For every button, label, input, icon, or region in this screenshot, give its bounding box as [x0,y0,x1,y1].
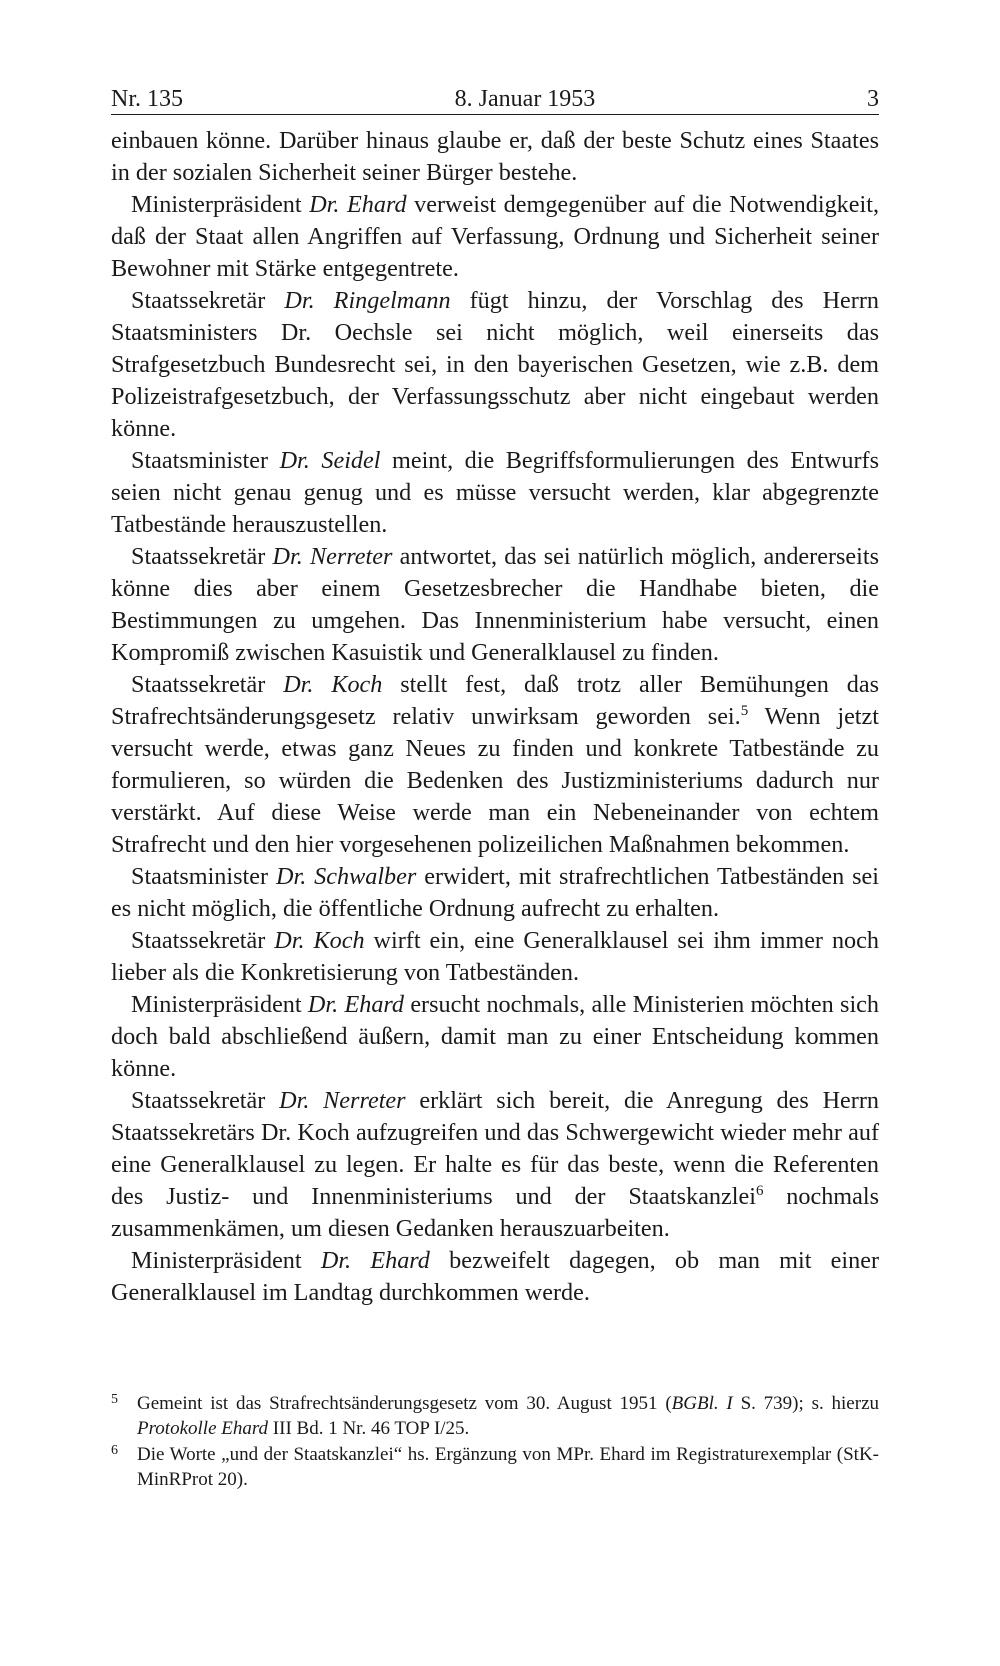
speaker-name: Dr. Seidel [279,447,381,474]
paragraph: Staatsminister Dr. Schwalber erwidert, mit strafrechtlichen Tatbeständen sei es nicht möglich, die öffentliche Ordnung aufrecht zu erhalten. [111,863,880,922]
page-number: 3 [867,86,879,112]
footnote-number: 6 [111,1443,118,1458]
footnotes [111,1391,879,1492]
footnote [111,1442,879,1492]
paragraph: Ministerpräsident Dr. Ehard bezweifelt dagegen, ob man mit einer Generalklausel im Landtag durchkommen werde. [111,1247,880,1306]
document-number: Nr. 135 [111,86,183,112]
speaker-name: Dr. Koch [283,671,383,698]
footnote-reference[interactable]: 5 [740,703,749,719]
speaker-name: Dr. Schwalber [276,863,417,890]
paragraph: Staatssekretär Dr. Ringelmann fügt hinzu, der Vorschlag des Herrn Staatsministers Dr. Oechsle sei nicht möglich, weil einerseits das Strafgesetzbuch Bundesrecht sei, in den bayerischen Gesetzen, wie z.B. dem Polizeistrafgesetzbuch, der Verfassungsschutz aber nicht eingebaut werden könne. [111,287,879,442]
paragraph: Staatssekretär Dr. Nerreter erklärt sich bereit, die Anregung des Herrn Staatssekretärs Dr. Koch aufzugreifen und das Schwergewicht wieder mehr auf eine Generalklausel zu legen. Er halte es für das beste, wenn die Referenten des Justiz- und Innenministeriums und der Staatskanzlei$^6$ nochmals zusammenkämen, um diesen Gedanken herauszuarbeiten. [111,1087,879,1242]
footnote-reference[interactable]: 6 [755,1183,764,1199]
footnote-text: Gemeint ist das Strafrechtsänderungsgesetz vom 30. August 1951 (BGBl. I S. 739); s. hierzu Protokolle Ehard III Bd. 1 Nr. 46 TOP I/25. [137,1393,880,1439]
document-date: 8. Januar 1953 [454,86,596,112]
footnote-number: 5 [111,1392,118,1407]
running-header [111,80,879,115]
protocol-body [111,125,879,1309]
paragraph: einbauen könne. Darüber hinaus glaube er, daß der beste Schutz eines Staates in der sozialen Sicherheit seiner Bürger bestehe. [111,127,879,186]
paragraph: Ministerpräsident Dr. Ehard verweist demgegenüber auf die Notwendigkeit, daß der Staat allen Angriffen auf Verfassung, Ordnung und Sicherheit seiner Bewohner mit Stärke entgegentrete. [111,191,879,282]
speaker-name: Dr. Nerreter [279,1087,406,1114]
speaker-name: Dr. Ehard [320,1247,430,1274]
paragraph: Staatssekretär Dr. Nerreter antwortet, das sei natürlich möglich, andererseits könne dies aber einem Gesetzesbrecher die Handhabe bieten, die Bestimmungen zu umgehen. Das Innenministerium habe versucht, einen Kompromiß zwischen Kasuistik und Generalklausel zu finden. [111,543,879,666]
paragraph: Staatssekretär Dr. Koch stellt fest, daß trotz aller Bemühungen das Strafrechtsänderungsgesetz relativ unwirksam geworden sei.$^5$ Wenn jetzt versucht werde, etwas ganz Neues zu finden und konkrete Tatbestände zu formulieren, so würden die Bedenken des Justizministeriums dadurch nur verstärkt. Auf diese Weise werde man ein Nebeneinander von echtem Strafrecht und den hier vorgesehenen polizeilichen Maßnahmen bekommen. [111,671,879,858]
paragraph: Staatsminister Dr. Seidel meint, die Begriffsformulierungen des Entwurfs seien nicht genau genug und es müsse versucht werden, klar abgegrenzte Tatbestände herauszustellen. [111,447,880,538]
footnote [111,1391,879,1441]
speaker-name: Dr. Ehard [309,191,407,218]
speaker-name: Dr. Ehard [307,991,405,1018]
paragraph: Ministerpräsident Dr. Ehard ersucht nochmals, alle Ministerien möchten sich doch bald abschließend äußern, damit man zu einer Entscheidung kommen könne. [111,991,880,1082]
paragraph: Staatssekretär Dr. Koch wirft ein, eine Generalklausel sei ihm immer noch lieber als die Konkretisierung von Tatbeständen. [111,927,879,986]
speaker-name: Dr. Nerreter [272,543,393,570]
speaker-name: Dr. Koch [274,927,365,954]
document-page [111,80,879,1493]
speaker-name: Dr. Ringelmann [284,287,451,314]
footnote-text: Die Worte „und der Staatskanzlei“ hs. Ergänzung von MPr. Ehard im Registraturexemplar (StK-MinRProt 20). [137,1444,879,1490]
